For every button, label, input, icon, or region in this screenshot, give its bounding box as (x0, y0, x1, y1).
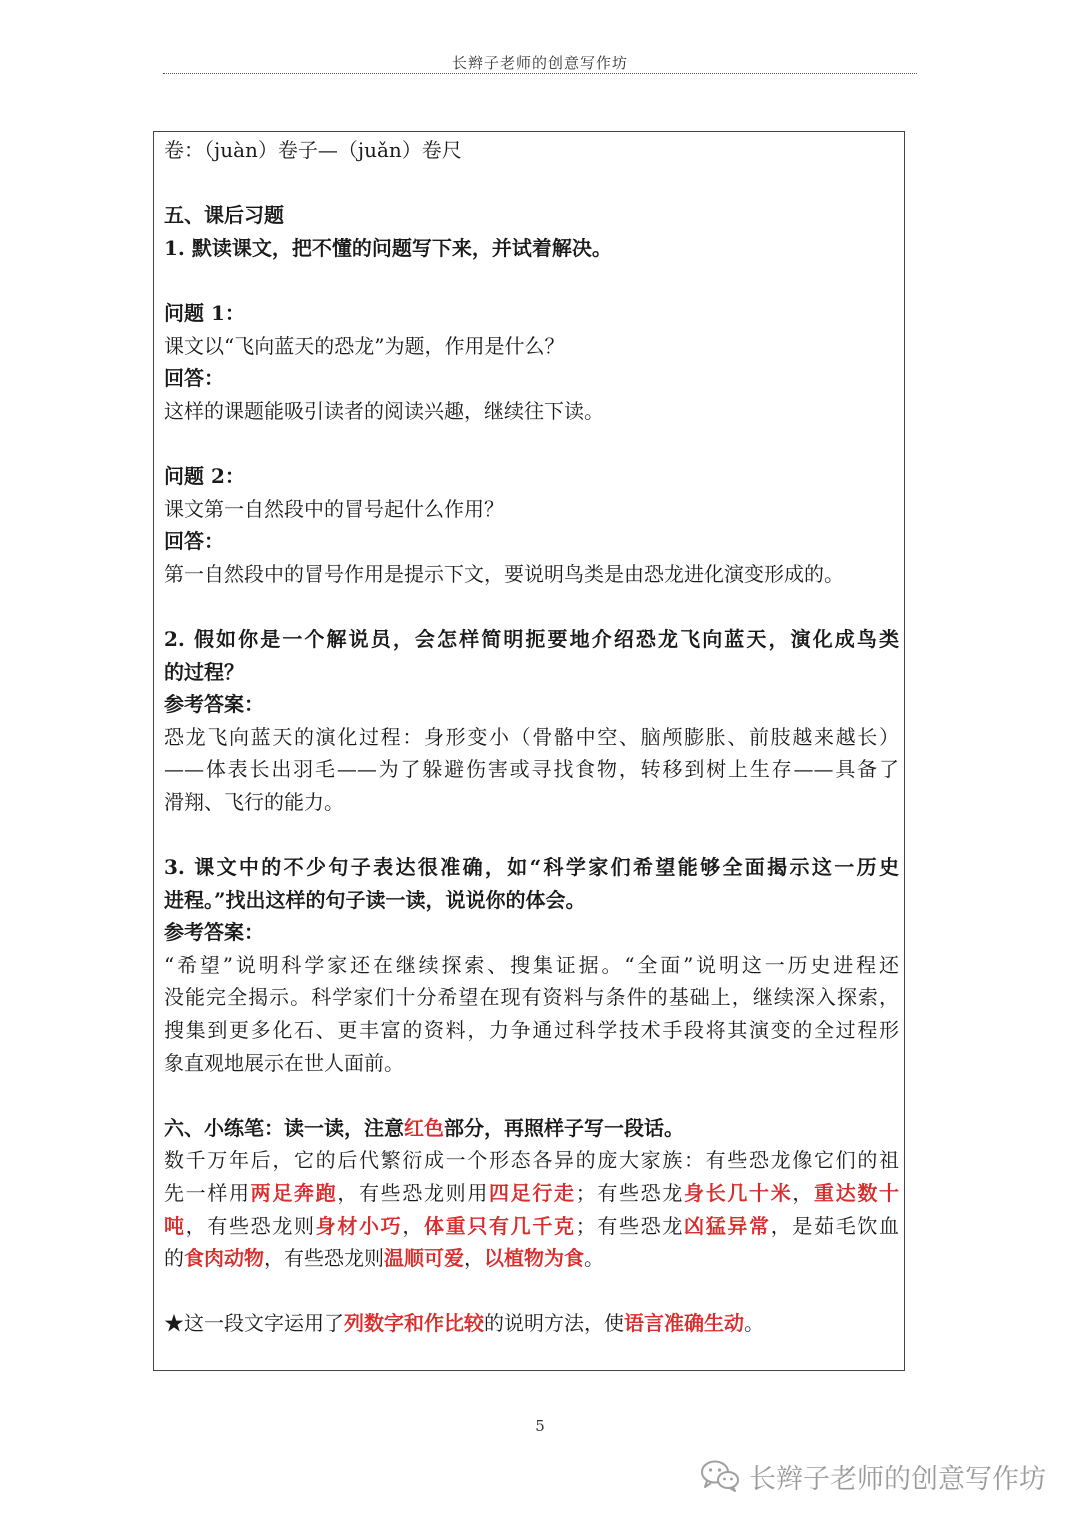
q1-answer2-label: 回答： (164, 529, 224, 554)
header-divider (163, 73, 917, 74)
q1-answer2-text: 第一自然段中的冒号作用是提示下文，要说明鸟类是由恐龙进化演变形成的。 (164, 561, 844, 586)
watermark-text: 长辫子老师的创意写作坊 (749, 1463, 1046, 1495)
highlight-red: 食肉动物 (184, 1246, 264, 1271)
q2-answer-line2: ——体表长出羽毛——为了躲避伤害或寻找食物，转移到树上生存——具备了 (164, 757, 899, 782)
highlight-red: 以植物为食 (484, 1246, 584, 1271)
q1-subquestion1-label: 问题 1： (164, 300, 245, 325)
q2-answer-label: 参考答案： (164, 692, 264, 717)
question2-title-line1: 2. 假如你是一个解说员，会怎样简明扼要地介绍恐龙飞向蓝天，演化成鸟类 (164, 626, 899, 651)
pronunciation-line: 卷：（juàn）卷子—（juǎn）卷尺 (164, 138, 462, 162)
q1-subquestion2-label: 问题 2： (164, 463, 245, 488)
example-paragraph-line4: 的食肉动物，有些恐龙则温顺可爱，以植物为食。 (164, 1246, 604, 1271)
page-header-title: 长辫子老师的创意写作坊 (451, 54, 628, 72)
example-paragraph-line2: 先一样用两足奔跑，有些恐龙则用四足行走；有些恐龙身长几十米，重达数十 (164, 1181, 900, 1205)
q1-subquestion1-text: 课文以“飞向蓝天的恐龙”为题，作用是什么？ (164, 333, 565, 358)
question1-title: 1. 默读课文，把不懂的问题写下来，并试着解决。 (164, 235, 612, 260)
highlight-red: 温顺可爱 (384, 1246, 464, 1271)
content-body (164, 134, 899, 1340)
example-paragraph-line1: 数千万年后，它的后代繁衍成一个形态各异的庞大家族：有些恐龙像它们的祖 (164, 1148, 899, 1173)
section6-title: 六、小练笔：读一读，注意红色部分，再照样子写一段话。 (164, 1115, 684, 1140)
q1-answer1-label: 回答： (164, 366, 224, 391)
highlight-red: 吨 (164, 1213, 186, 1238)
q3-answer-line1: “希望”说明科学家还在继续探索、搜集证据。“全面”说明这一历史进程还 (164, 952, 899, 977)
star-note: ★这一段文字运用了列数字和作比较的说明方法，使语言准确生动。 (164, 1311, 764, 1336)
highlight-red: 红色 (404, 1115, 444, 1140)
q2-answer-line3: 滑翔、飞行的能力。 (164, 789, 344, 814)
highlight-red: 重达数十 (814, 1181, 900, 1205)
q3-answer-line3: 搜集到更多化石、更丰富的资料，力争通过科学技术手段将其演变的全过程形 (164, 1018, 899, 1043)
question2-title-line2: 的过程？ (164, 659, 244, 684)
highlight-red: 语言准确生动 (624, 1311, 744, 1336)
highlight-red: 体重只有几千克 (424, 1213, 576, 1238)
q3-answer-label: 参考答案： (164, 920, 264, 945)
q3-answer-line2: 没能完全揭示。科学家们十分希望在现有资料与条件的基础上，继续深入探索， (164, 985, 899, 1010)
highlight-red: 凶猛异常 (684, 1213, 771, 1238)
wechat-icon (699, 1458, 741, 1494)
watermark (699, 1456, 1046, 1496)
q1-subquestion2-text: 课文第一自然段中的冒号起什么作用？ (164, 496, 504, 521)
page-number: 5 (535, 1417, 545, 1435)
highlight-red: 身长几十米 (684, 1181, 793, 1205)
q1-answer1-text: 这样的课题能吸引读者的阅读兴趣，继续往下读。 (164, 398, 604, 423)
section5-title: 五、课后习题 (164, 203, 284, 228)
q3-answer-line4: 象直观地展示在世人面前。 (164, 1050, 404, 1075)
highlight-red: 两足奔跑 (250, 1181, 338, 1205)
highlight-red: 四足行走 (489, 1181, 576, 1205)
question3-title-line1: 3. 课文中的不少句子表达很准确，如“科学家们希望能够全面揭示这一历史 (164, 855, 899, 880)
highlight-red: 身材小巧 (315, 1213, 403, 1238)
q2-answer-line1: 恐龙飞向蓝天的演化过程：身形变小（骨骼中空、脑颅膨胀、前肢越来越长） (164, 724, 899, 749)
question3-title-line2: 进程。”找出这样的句子读一读，说说你的体会。 (164, 887, 586, 912)
example-paragraph-line3: 吨，有些恐龙则身材小巧，体重只有几千克；有些恐龙凶猛异常，是茹毛饮血 (164, 1213, 900, 1238)
highlight-red: 列数字和作比较 (344, 1311, 484, 1336)
